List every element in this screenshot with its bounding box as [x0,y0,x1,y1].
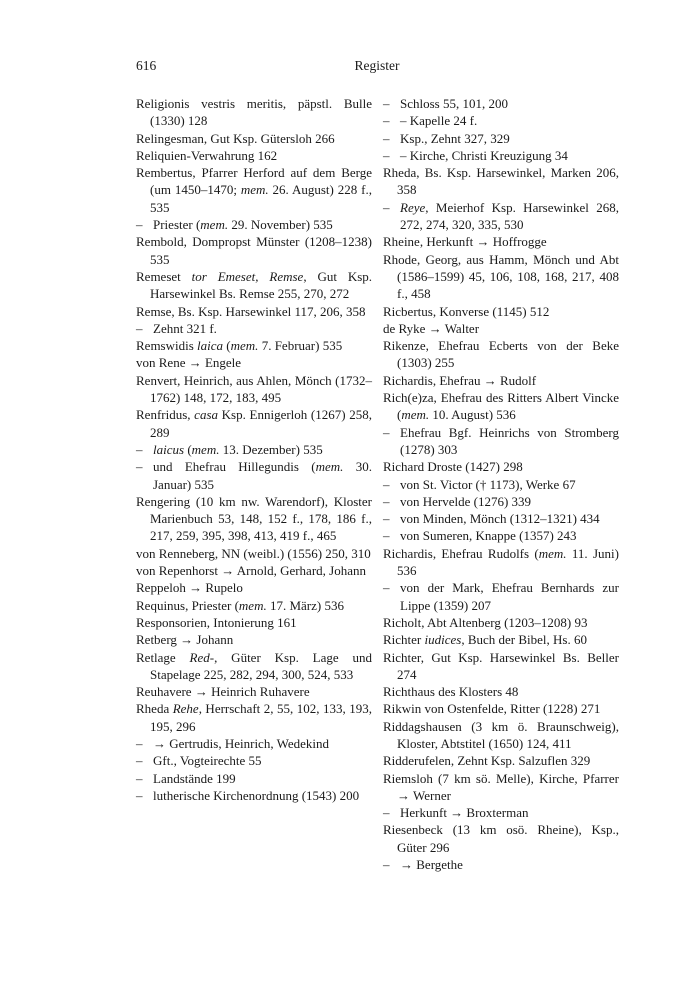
index-subentry: – von Minden, Mönch (1312–1321) 434 [383,510,619,527]
index-column-right [383,95,619,873]
index-entry: Renvert, Heinrich, aus Ahlen, Mönch (1732–1762) 148, 172, 183, 495 [136,372,372,406]
index-subentry: – Landstände 199 [136,770,372,787]
index-entry: Reliquien-Verwahrung 162 [136,147,278,163]
index-subentry: – von Hervelde (1276) 339 [383,493,619,510]
index-entry: Riemsloh (7 km sö. Melle), Kirche, Pfarrer → Werner [383,770,619,803]
index-subentry: – Schloss 55, 101, 200 [383,95,619,112]
index-subentry: – Herkunft → Broxterman [383,804,619,821]
index-entry: Retberg → Johann [136,632,234,648]
index-entry: Richard Droste (1427) 298 [383,459,523,475]
index-entry: Reuhavere → Heinrich Ruhavere [136,684,310,700]
index-entry: Renfridus, casa Ksp. Ennigerloh (1267) 258, 289 [136,407,372,440]
index-subentry: – Priester (mem. 29. November) 535 [136,216,372,233]
running-header [136,58,618,78]
index-subentry: – von der Mark, Ehefrau Bernhards zur Lippe (1359) 207 [383,579,619,614]
index-entry: Ricbertus, Konverse (1145) 512 [383,303,550,319]
index-entry: Relingesman, Gut Ksp. Gütersloh 266 [136,130,335,146]
index-subentry: – → Gertrudis, Heinrich, Wedekind [136,735,372,752]
index-entry: Remswidis laica (mem. 7. Februar) 535 [136,338,343,354]
index-column-left [136,95,372,804]
index-entry: Ridderufelen, Zehnt Ksp. Salzuflen 329 [383,753,591,769]
index-subentry: – Ksp., Zehnt 327, 329 [383,130,619,147]
index-subentry: – – Kapelle 24 f. [383,112,619,129]
index-entry: von Renneberg, NN (weibl.) (1556) 250, 310 [136,545,371,561]
index-subentry: – → Bergethe [383,856,619,873]
index-entry: Rembold, Dompropst Münster (1208–1238) 535 [136,234,372,267]
index-entry: Riddagshausen (3 km ö. Braunschweig), Kloster, Abtstitel (1650) 124, 411 [383,718,619,751]
index-subentry: – Reye, Meierhof Ksp. Harsewinkel 268, 272, 274, 320, 335, 530 [383,199,619,234]
index-entry: Rich(e)za, Ehefrau des Ritters Albert Vincke (mem. 10. August) 536 [383,390,619,423]
index-entry: Rikenze, Ehefrau Ecberts von der Beke (1303) 255 [383,338,619,371]
index-entry: Richolt, Abt Altenberg (1203–1208) 93 [383,614,588,630]
index-entry: Rhode, Georg, aus Hamm, Mönch und Abt (1586–1599) 45, 106, 108, 168, 217, 408 f., 458 [383,251,619,302]
running-title: Register [354,58,400,73]
index-subentry: – von St. Victor († 1173), Werke 67 [383,476,619,493]
index-entry: von Repenhorst → Arnold, Gerhard, Johann [136,563,366,579]
index-subentry: – laicus (mem. 13. Dezember) 535 [136,441,372,458]
index-subentry: – Gft., Vogteirechte 55 [136,752,372,769]
index-subentry: – Zehnt 321 f. [136,320,372,337]
index-entry: Remeset tor Emeset, Remse, Gut Ksp. Harsewinkel Bs. Remse 255, 270, 272 [136,268,373,302]
index-subentry: – Ehefrau Bgf. Heinrichs von Stromberg (1278) 303 [383,424,619,459]
index-entry: Reppeloh → Rupelo [136,580,243,596]
index-subentry: – und Ehefrau Hillegundis (mem. 30. Januar) 535 [136,458,372,493]
index-subentry: – lutherische Kirchenordnung (1543) 200 [136,787,372,804]
index-entry: Retlage Red-, Güter Ksp. Lage und Stapelage 225, 282, 294, 300, 524, 533 [136,649,372,682]
index-entry: Riesenbeck (13 km osö. Rheine), Ksp., Güter 296 [383,822,619,855]
index-entry: Richter iudices, Buch der Bibel, Hs. 60 [383,632,587,648]
index-entry: Requinus, Priester (mem. 17. März) 536 [136,597,344,613]
index-entry: Richthaus des Klosters 48 [383,684,519,700]
index-entry: Richter, Gut Ksp. Harsewinkel Bs. Beller 274 [383,649,619,682]
index-entry: Rembertus, Pfarrer Herford auf dem Berge (um 1450–1470; mem. 26. August) 228 f., 535 [136,165,372,215]
index-entry: Rheda, Bs. Ksp. Harsewinkel, Marken 206, 358 [383,165,619,198]
index-entry: Responsorien, Intonierung 161 [136,614,297,630]
index-entry: Rheda Rehe, Herrschaft 2, 55, 102, 133, 193, 195, 296 [136,701,372,734]
index-subentry: – – Kirche, Christi Kreuzigung 34 [383,147,619,164]
index-entry: Rikwin von Ostenfelde, Ritter (1228) 271 [383,701,601,717]
index-entry: Rheine, Herkunft → Hoffrogge [383,234,547,250]
index-subentry: – von Sumeren, Knappe (1357) 243 [383,527,619,544]
index-entry: Richardis, Ehefrau Rudolfs (mem. 11. Juni) 536 [383,545,619,579]
index-entry: Remse, Bs. Ksp. Harsewinkel 117, 206, 358 [136,303,366,319]
index-entry: Rengering (10 km nw. Warendorf), Kloster Marienbuch 53, 148, 152 f., 178, 186 f., 217, 259, 395, 398, 413, 419 f., 465 [136,493,372,544]
index-entry: Religionis vestris meritis, päpstl. Bulle (1330) 128 [136,96,372,129]
index-entry: de Ryke → Walter [383,320,480,336]
index-entry: Richardis, Ehefrau → Rudolf [383,372,537,388]
page-number: 616 [136,58,157,73]
index-entry: von Rene → Engele [136,355,242,371]
